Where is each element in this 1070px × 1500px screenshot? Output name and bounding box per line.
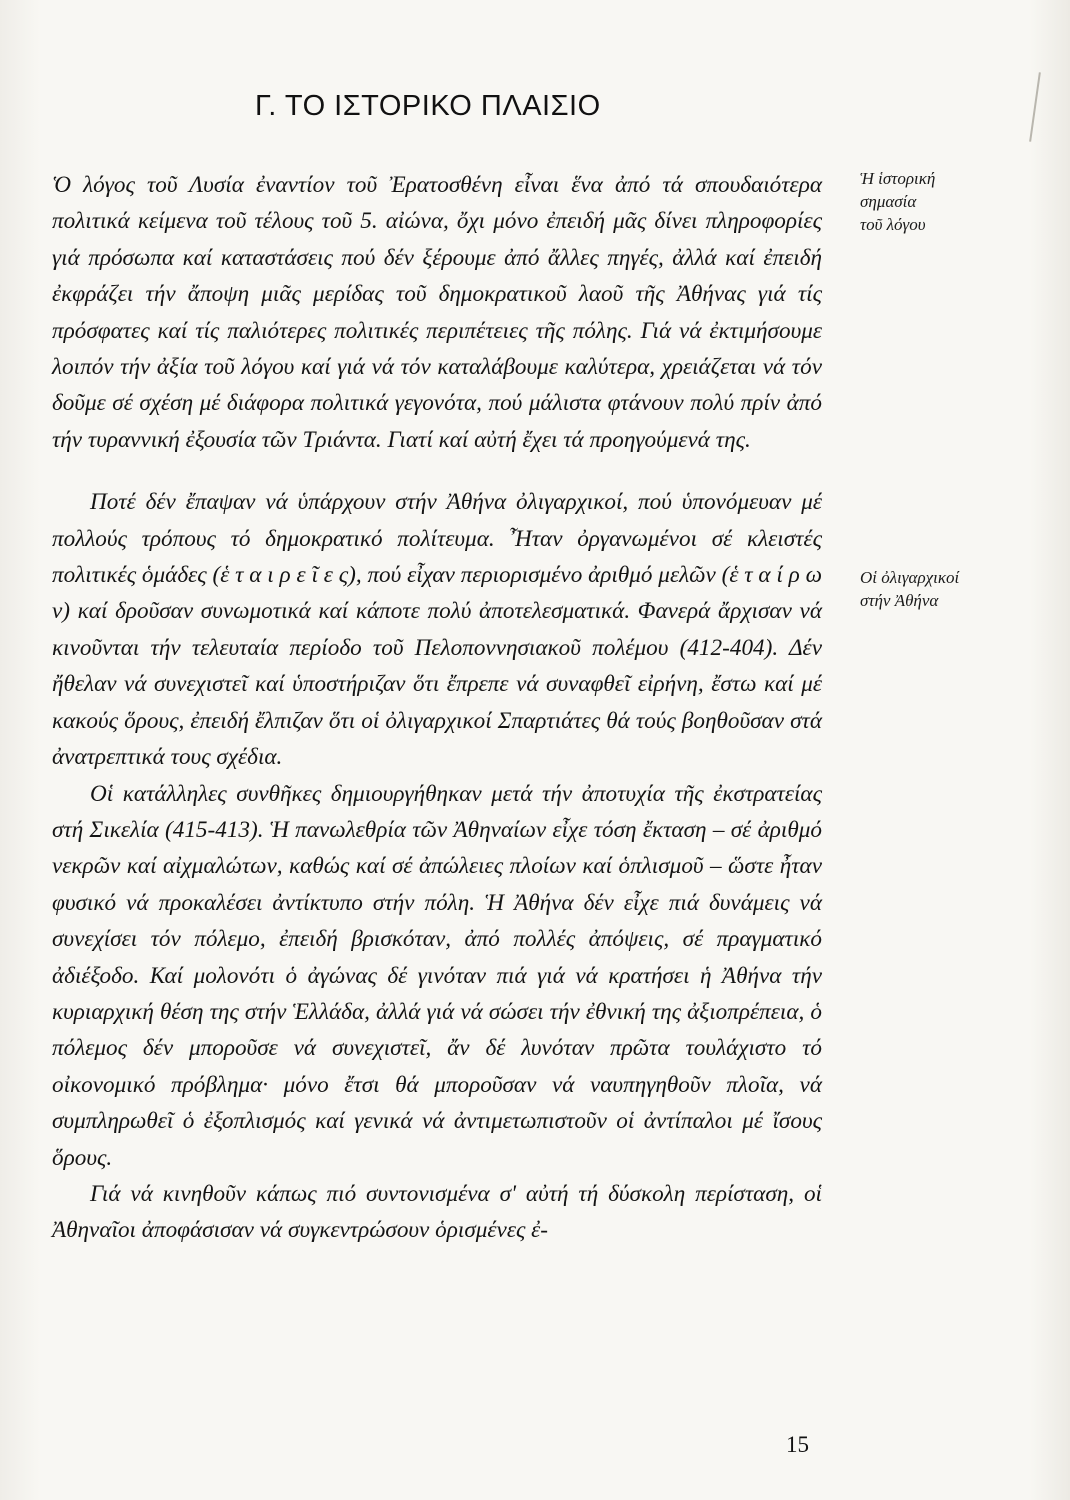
paragraph-oligarchs: Ποτέ δέν ἔπαψαν νά ὑπάρχουν στήν Ἀθήνα ὀλιγαρχικοί, πού ὑπονόμευαν μέ πολλούς τρόπους τό δημοκρατικό πολίτευμα. Ἦταν ὀργανωμένοι σέ κλειστές πολιτικές ὁμάδες (ἑ τ α ι ρ ε ῖ ε ς), πού εἶχαν περιορισμένο ἀριθμό μελῶν (ἑ τ α ί ρ ω ν) καί δροῦσαν συνωμοτικά καί κάποτε πολύ ἀποτελεσματικά. Φανερά ἄρχισαν νά κινοῦνται τήν τελευταία περίοδο τοῦ Πελοποννησιακοῦ πολέμου (412-404). Δέν ἤθελαν νά συνεχιστεῖ καί ὑποστήριζαν ὅτι ἔπρεπε νά συναφθεῖ εἰρήνη, ἔστω καί μέ κακούς ὅρους, ἐπειδή ἔλπιζαν ὅτι οἱ ὀλιγαρχικοί Σπαρτιάτες θά τούς βοηθοῦσαν στά ἀνατρεπτικά τους σχέδια.	[52, 489, 822, 771]
print-bleed-mark	[1029, 72, 1041, 142]
paragraph-continuation: Γιά νά κινηθοῦν κάπως πιό συντονισμένα σ' αὐτή τή δύσκολη περίσταση, οἱ Ἀθηναῖοι ἀποφάσισαν νά συγκεντρώσουν ὁρισμένες ἐ-	[52, 1180, 822, 1244]
paragraph-historical-significance: Ὁ λόγος τοῦ Λυσία ἐναντίον τοῦ Ἐρατοσθένη εἶναι ἕνα ἀπό τά σπουδαιότερα πολιτικά κείμενα τοῦ τέλους τοῦ 5. αἰώνα, ὄχι μόνο ἐπειδή μᾶς δίνει πληροφορίες γιά πρόσωπα καί καταστάσεις πού δέν ξέρουμε ἀπό ἄλλες πηγές, ἀλλά καί ἐπειδή ἐκφράζει τήν ἄποψη μιᾶς μερίδας τοῦ δημοκρατικοῦ λαοῦ τῆς Ἀθήνας γιά τίς πρόσφατες καί τίς παλιότερες πολιτικές περιπέτειες τῆς πόλης. Γιά νά ἐκτιμήσουμε λοιπόν τήν ἀξία τοῦ λόγου καί γιά νά τόν καταλάβουμε καλύτερα, χρειάζεται νά τόν δοῦμε σέ σχέση μέ διάφορα πολιτικά γεγονότα, πού μάλιστα φτάνουν πολύ πρίν ἀπό τήν τυραννική ἐξουσία τῶν Τριάντα. Γιατί καί αὐτή ἔχει τά προηγούμενά της.	[52, 172, 822, 453]
margin-note-oligarchs: Οἱ ὀλιγαρχικοί στήν Ἀθήνα	[860, 568, 960, 610]
page-number: 15	[786, 1432, 809, 1457]
chapter-title: Γ. ΤΟ ΙΣΤΟΡΙΚΟ ΠΛΑΙΣΙΟ	[255, 90, 601, 122]
margin-note-historical-significance: Ἡ ἱστορική σημασία τοῦ λόγου	[860, 169, 936, 234]
body-text	[52, 167, 822, 1249]
paragraph-sicilian-expedition: Οἱ κατάλληλες συνθῆκες δημιουργήθηκαν μετά τήν ἀποτυχία τῆς ἐκστρατείας στή Σικελία (415-413). Ἡ πανωλεθρία τῶν Ἀθηναίων εἶχε τόση ἔκταση – σέ ἀριθμό νεκρῶν καί αἰχμαλώτων, καθώς καί σέ ἀπώλειες πλοίων καί ὁπλισμοῦ – ὥστε ἦταν φυσικό νά προκαλέσει ἀντίκτυπο στήν πόλη. Ἡ Ἀθήνα δέν εἶχε πιά δυνάμεις νά συνεχίσει τόν πόλεμο, ἐπειδή βρισκόταν, ἀπό πολλές ἀπόψεις, σέ πραγματικό ἀδιέξοδο. Καί μολονότι ὁ ἀγώνας δέ γινόταν πιά γιά νά κρατήσει ἡ Ἀθήνα τήν κυριαρχική θέση της στήν Ἑλλάδα, ἀλλά γιά νά σώσει τήν ἐθνική της ἀξιοπρέπεια, ὁ πόλεμος δέν μποροῦσε νά συνεχιστεῖ, ἄν δέ λυνόταν πρῶτα τουλάχιστο τό οἰκονομικό πρόβλημα· μόνο ἔτσι θά μποροῦσαν νά ναυπηγηθοῦν πλοῖα, νά συμπληρωθεῖ ὁ ἐξοπλισμός καί γενικά νά ἀντιμετωπιστοῦν οἱ ἀντίπαλοι μέ ἴσους ὅρους.	[52, 780, 822, 1171]
